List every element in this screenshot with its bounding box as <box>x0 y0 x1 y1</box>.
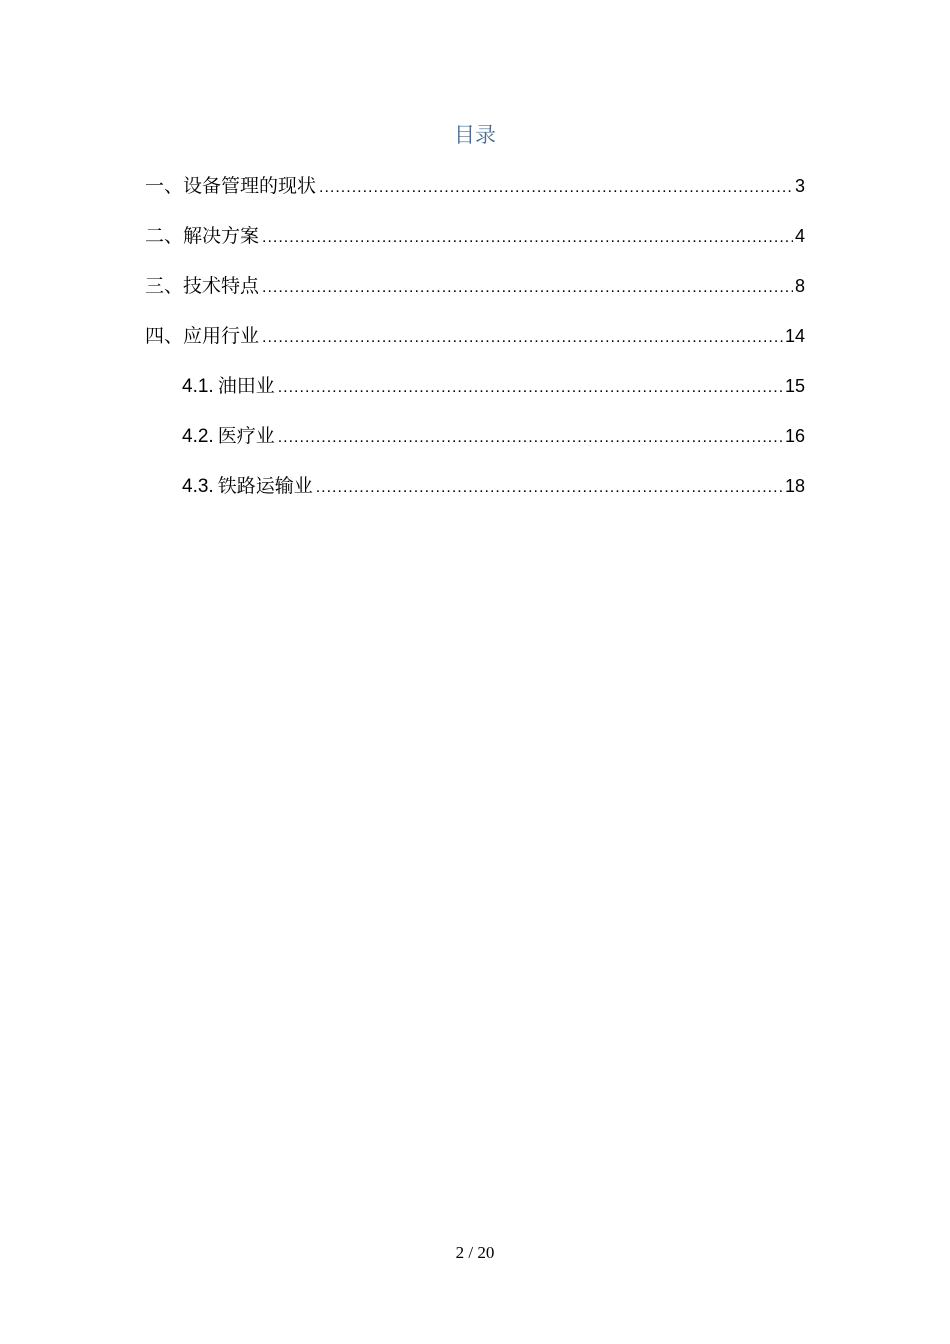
toc-subentry-text: 油田业 <box>217 375 275 397</box>
toc-entry[interactable] <box>145 220 805 270</box>
toc-dot-leader <box>316 472 783 504</box>
toc-dot-leader <box>262 322 783 354</box>
toc-subentry[interactable] <box>145 370 805 420</box>
toc-entry-label: 一、设备管理的现状 <box>145 175 317 197</box>
toc-subentry-page: 18 <box>784 476 805 496</box>
toc-entry-page: 3 <box>794 176 805 196</box>
toc-subentry-label <box>182 370 275 403</box>
toc-entry-label: 四、应用行业 <box>145 325 260 347</box>
toc-subentry[interactable] <box>145 470 805 520</box>
toc-subentry-number: 4.1. <box>182 376 214 397</box>
toc-subentry[interactable] <box>145 420 805 470</box>
toc-subentry-number: 4.3. <box>182 476 214 497</box>
toc-dot-leader <box>278 372 783 404</box>
toc-subentry-label <box>182 420 275 453</box>
toc-subentry-text: 铁路运输业 <box>217 475 313 497</box>
toc-dot-leader <box>319 172 793 204</box>
toc-dot-leader <box>278 422 783 454</box>
toc-entry-label: 三、技术特点 <box>145 275 260 297</box>
toc-entry-page: 14 <box>784 326 805 346</box>
toc-entry-page: 4 <box>794 226 805 246</box>
toc-dot-leader <box>262 272 793 304</box>
toc-entry[interactable] <box>145 270 805 320</box>
toc-entry[interactable] <box>145 170 805 220</box>
toc-title: 目录 <box>454 123 496 147</box>
toc-dot-leader <box>262 222 793 254</box>
toc-subentry-page: 16 <box>784 426 805 446</box>
toc-subentry-label <box>182 470 313 503</box>
toc-subentry-number: 4.2. <box>182 426 214 447</box>
toc-entry-page: 8 <box>794 276 805 296</box>
toc-subentry-page: 15 <box>784 376 805 396</box>
toc-list <box>145 170 805 520</box>
toc-subentry-text: 医疗业 <box>217 425 275 447</box>
page-number-footer: 2 / 20 <box>455 1243 495 1262</box>
toc-entry[interactable] <box>145 320 805 370</box>
toc-entry-label: 二、解决方案 <box>145 225 260 247</box>
